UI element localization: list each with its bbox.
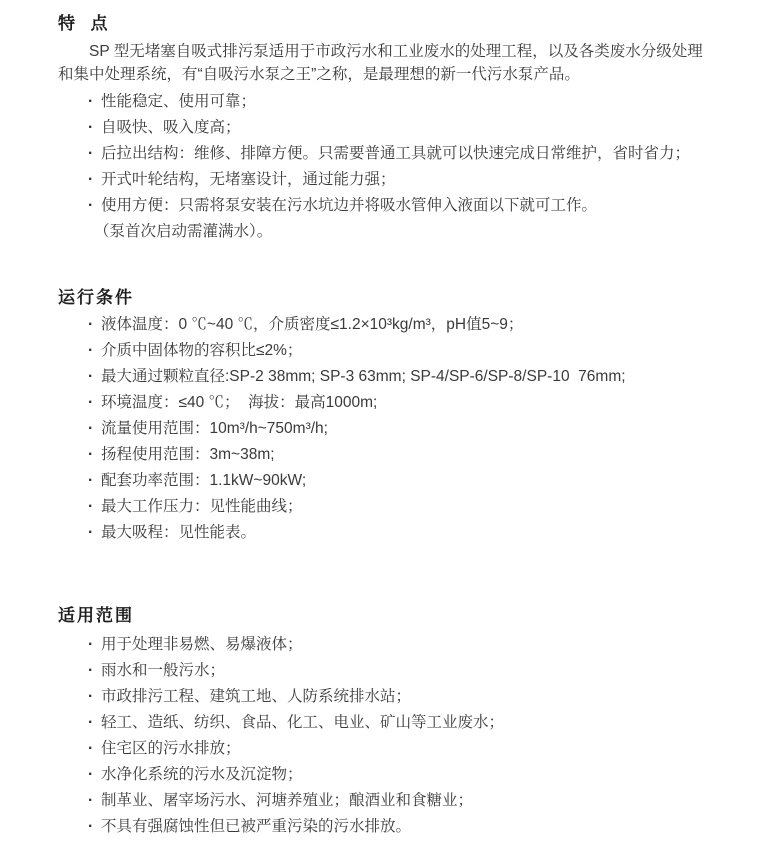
- list-item: [88, 788, 720, 814]
- application-scope-bullet-list: [88, 632, 720, 840]
- operating-conditions-heading: 运行条件: [58, 288, 134, 307]
- bullet-text: 扬程使用范围：3m~38m;: [101, 446, 275, 463]
- bullet-dot-icon: ·: [88, 766, 94, 783]
- features-bullet-list: [88, 89, 720, 219]
- bullet-dot-icon: ·: [88, 368, 94, 385]
- bullet-text: 最大吸程：见性能表。: [101, 524, 257, 541]
- bullet-dot-icon: ·: [88, 636, 94, 653]
- bullet-text: 雨水和一般污水；: [101, 662, 226, 679]
- list-item: [88, 520, 720, 546]
- bullet-dot-icon: ·: [88, 740, 94, 757]
- list-item: [88, 762, 720, 788]
- list-item: [88, 89, 720, 115]
- bullet-dot-icon: ·: [88, 119, 94, 136]
- list-item: [88, 167, 720, 193]
- bullet-text: 最大工作压力：见性能曲线；: [101, 498, 303, 515]
- section-application-scope: [58, 606, 720, 840]
- list-item: [88, 658, 720, 684]
- list-item: [88, 115, 720, 141]
- bullet-dot-icon: ·: [88, 524, 94, 541]
- bullet-dot-icon: ·: [88, 472, 94, 489]
- bullet-text: 后拉出结构：维修、排障方便。只需要普通工具就可以快速完成日常维护，省时省力；: [101, 145, 691, 162]
- operating-conditions-bullet-list: [88, 312, 720, 546]
- bullet-dot-icon: ·: [88, 714, 94, 731]
- bullet-text: 水净化系统的污水及沉淀物；: [101, 766, 303, 783]
- bullet-dot-icon: ·: [88, 446, 94, 463]
- bullet-text: 液体温度：0 ℃~40 ℃，介质密度≤1.2×10³kg/m³，pH值5~9；: [101, 316, 524, 333]
- bullet-dot-icon: ·: [88, 662, 94, 679]
- list-item: [88, 193, 720, 219]
- bullet-text: 使用方便：只需将泵安装在污水坑边并将吸水管伸入液面以下就可工作。: [101, 197, 598, 214]
- bullet-text: 配套功率范围：1.1kW~90kW;: [101, 472, 307, 489]
- bullet-dot-icon: ·: [88, 316, 94, 333]
- list-item: [88, 141, 720, 167]
- bullet-dot-icon: ·: [88, 342, 94, 359]
- list-item: [88, 494, 720, 520]
- section-operating-conditions: [58, 288, 720, 546]
- features-note: （泵首次启动需灌满水）。: [94, 223, 273, 240]
- bullet-dot-icon: ·: [88, 197, 94, 214]
- bullet-dot-icon: ·: [88, 688, 94, 705]
- list-item: [88, 814, 720, 840]
- list-item: [88, 390, 720, 416]
- list-item: [88, 312, 720, 338]
- bullet-text: 市政排污工程、建筑工地、人防系统排水站；: [101, 688, 412, 705]
- bullet-text: 制革业、屠宰场污水、河塘养殖业；酿酒业和食糖业；: [101, 792, 474, 809]
- bullet-dot-icon: ·: [88, 818, 94, 835]
- bullet-text: 轻工、造纸、纺织、食品、化工、电业、矿山等工业废水；: [101, 714, 505, 731]
- bullet-dot-icon: ·: [88, 145, 94, 162]
- list-item: [88, 468, 720, 494]
- list-item: [88, 442, 720, 468]
- bullet-text: 介质中固体物的容积比≤2%；: [101, 342, 303, 359]
- features-intro-paragraph: SP 型无堵塞自吸式排污泵适用于市政污水和工业废水的处理工程，以及各类废水分级处理和集中处理系统，有“自吸污水泵之王”之称，是最理想的新一代污水泵产品。: [58, 43, 703, 83]
- bullet-text: 环境温度：≤40 ℃； 海拔：最高1000m;: [101, 394, 378, 411]
- bullet-dot-icon: ·: [88, 93, 94, 110]
- list-item: [88, 736, 720, 762]
- bullet-text: 性能稳定、使用可靠；: [101, 93, 257, 110]
- bullet-text: 不具有强腐蚀性但已被严重污染的污水排放。: [101, 818, 412, 835]
- list-item: [88, 632, 720, 658]
- bullet-text: 自吸快、吸入度高；: [101, 119, 241, 136]
- section-features: [58, 14, 720, 245]
- bullet-dot-icon: ·: [88, 420, 94, 437]
- bullet-text: 用于处理非易燃、易爆液体；: [101, 636, 303, 653]
- application-scope-heading: 适用范围: [58, 606, 134, 625]
- bullet-text: 开式叶轮结构，无堵塞设计，通过能力强；: [101, 171, 396, 188]
- bullet-text: 最大通过颗粒直径:SP-2 38mm; SP-3 63mm; SP-4/SP-6/SP-8/SP-10 76mm;: [101, 368, 626, 385]
- bullet-text: 住宅区的污水排放；: [101, 740, 241, 757]
- bullet-dot-icon: ·: [88, 498, 94, 515]
- features-heading: 特 点: [58, 14, 110, 33]
- bullet-dot-icon: ·: [88, 394, 94, 411]
- list-item: [88, 710, 720, 736]
- list-item: [88, 416, 720, 442]
- bullet-dot-icon: ·: [88, 171, 94, 188]
- list-item: [88, 684, 720, 710]
- bullet-dot-icon: ·: [88, 792, 94, 809]
- list-item: [88, 338, 720, 364]
- list-item: [88, 364, 720, 390]
- bullet-text: 流量使用范围：10m³/h~750m³/h;: [101, 420, 328, 437]
